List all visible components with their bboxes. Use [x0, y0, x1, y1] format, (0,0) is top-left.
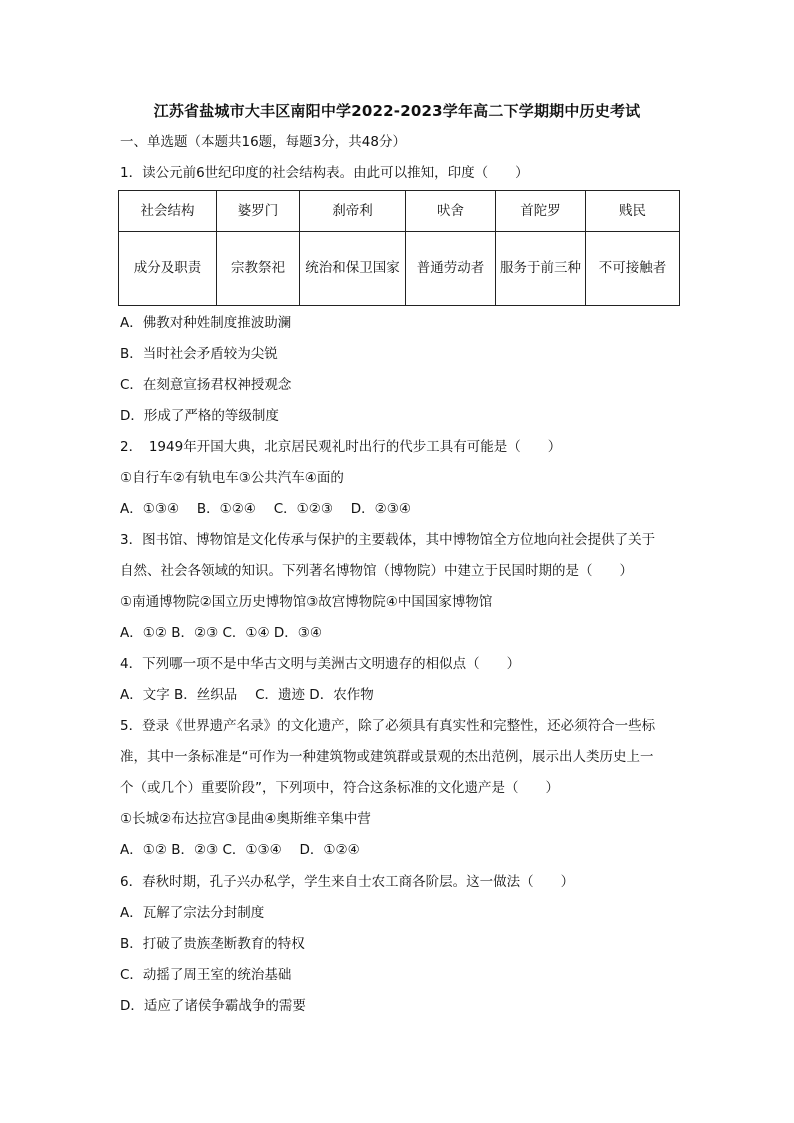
question-4-stem: 4．下列哪一项不是中华古文明与美洲古文明遗存的相似点（ ）	[120, 656, 521, 672]
question-3-items: ①南通博物院②国立历史博物馆③故宫博物院④中国国家博物馆	[120, 594, 493, 610]
table-cell: 社会结构	[119, 191, 217, 232]
question-5-stem-line-2: 准，其中一条标准是“可作为一种建筑物或建筑群或景观的杰出范例，展示出人类历史上一	[120, 749, 654, 765]
table-cell: 宗教祭祀	[217, 232, 300, 306]
table-cell: 成分及职责	[119, 232, 217, 306]
table-cell: 贱民	[586, 191, 680, 232]
table-cell: 不可接触者	[586, 232, 680, 306]
table-cell: 服务于前三种	[496, 232, 586, 306]
question-1-stem: 1．读公元前6世纪印度的社会结构表。由此可以推知，印度（ ）	[120, 165, 529, 181]
question-6-option-c: C．动摇了周王室的统治基础	[120, 967, 292, 983]
question-2-items: ①自行车②有轨电车③公共汽车④面的	[120, 470, 344, 486]
question-4-options: A．文字 B．丝织品 C．遗迹 D．农作物	[120, 687, 374, 703]
question-3-stem-line-1: 3．图书馆、博物馆是文化传承与保护的主要载体，其中博物馆全方位地向社会提供了关于	[120, 532, 656, 548]
table-cell: 首陀罗	[496, 191, 586, 232]
social-structure-table	[118, 190, 680, 306]
table-cell: 普通劳动者	[406, 232, 496, 306]
table-row	[119, 191, 680, 232]
question-6-option-a: A．瓦解了宗法分封制度	[120, 905, 265, 921]
question-6-stem: 6．春秋时期，孔子兴办私学，学生来自士农工商各阶层。这一做法（ ）	[120, 874, 575, 890]
question-5-stem-line-1: 5．登录《世界遗产名录》的文化遗产，除了必须具有真实性和完整性，还必须符合一些标	[120, 718, 656, 734]
table-cell: 吠舍	[406, 191, 496, 232]
section-heading: 一、单选题（本题共16题，每题3分，共48分）	[120, 134, 406, 150]
exam-title: 江苏省盐城市大丰区南阳中学2022-2023学年高二下学期期中历史考试	[153, 102, 641, 120]
table-cell: 统治和保卫国家	[300, 232, 406, 306]
question-5-options: A．①② B．②③ C．①③④ D．①②④	[120, 842, 360, 858]
question-5-stem-line-3: 个（或几个）重要阶段”，下列项中，符合这条标准的文化遗产是（ ）	[120, 780, 559, 796]
question-1-option-d: D．形成了严格的等级制度	[120, 408, 279, 424]
question-5-items: ①长城②布达拉宫③昆曲④奥斯维辛集中营	[120, 811, 371, 827]
question-1-option-a: A．佛教对种姓制度推波助澜	[120, 315, 292, 331]
table-cell: 婆罗门	[217, 191, 300, 232]
question-2-stem: 2． 1949年开国大典，北京居民观礼时出行的代步工具有可能是（ ）	[120, 439, 562, 455]
table-row	[119, 232, 680, 306]
question-1-option-c: C．在刻意宣扬君权神授观念	[120, 377, 292, 393]
table-cell: 刹帝利	[300, 191, 406, 232]
question-3-stem-line-2: 自然、社会各领域的知识。下列著名博物馆（博物院）中建立于民国时期的是（ ）	[120, 563, 633, 579]
question-6-option-d: D．适应了诸侯争霸战争的需要	[120, 998, 306, 1014]
question-1-option-b: B．当时社会矛盾较为尖锐	[120, 346, 278, 362]
question-3-options: A．①② B．②③ C．①④ D．③④	[120, 625, 323, 641]
question-6-option-b: B．打破了贵族垄断教育的特权	[120, 936, 305, 952]
question-2-options: A．①③④ B．①②④ C．①②③ D．②③④	[120, 501, 411, 517]
